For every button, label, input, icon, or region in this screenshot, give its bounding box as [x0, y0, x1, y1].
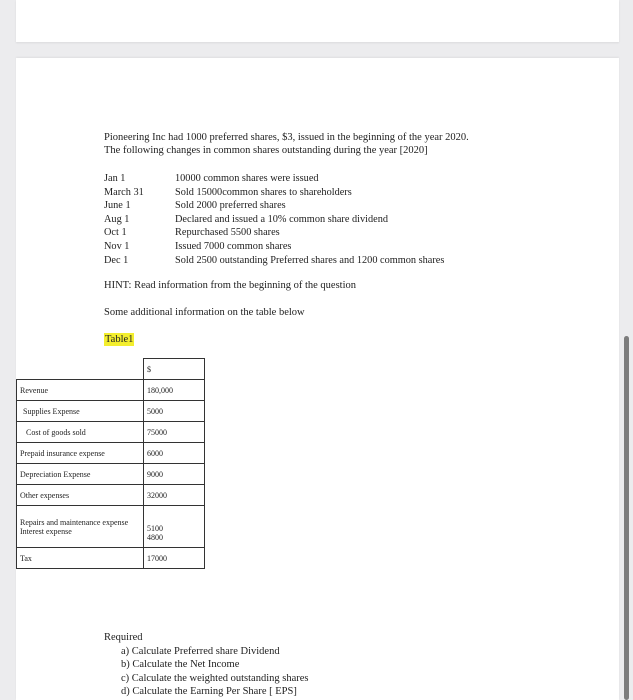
- event-row: [104, 254, 444, 268]
- event-description: Sold 2500 outstanding Preferred shares and 1200 common shares: [175, 254, 445, 266]
- event-row: [104, 199, 444, 213]
- row-label: Cost of goods sold: [17, 422, 144, 443]
- required-title: Required: [104, 632, 143, 643]
- row-label: Prepaid insurance expense: [17, 443, 144, 464]
- row-label: Repairs and maintenance expense: [20, 517, 129, 527]
- row-value: 75000: [144, 422, 205, 443]
- event-description: Sold 15000common shares to shareholders: [175, 186, 352, 198]
- currency-header: $: [144, 359, 205, 380]
- row-value-combined: [144, 506, 205, 548]
- required-section: [104, 631, 308, 699]
- question-intro: [104, 131, 469, 157]
- event-date: Oct 1: [104, 227, 127, 239]
- table-row: [17, 464, 205, 485]
- table-label: Table1: [105, 334, 134, 345]
- event-date: March 31: [104, 186, 144, 198]
- event-description: 10000 common shares were issued: [175, 173, 319, 184]
- table-header-blank: [17, 359, 144, 380]
- row-label: Supplies Expense: [17, 401, 144, 422]
- share-events-list: [104, 172, 444, 267]
- event-date: Aug 1: [104, 213, 130, 225]
- event-row: [104, 226, 444, 240]
- table-row: [17, 548, 205, 569]
- event-row: [104, 213, 444, 227]
- required-item: a) Calculate Preferred share Dividend: [121, 645, 280, 657]
- row-label: Tax: [17, 548, 144, 569]
- row-value: 17000: [144, 548, 205, 569]
- row-label: Interest expense: [20, 526, 72, 536]
- row-value: 9000: [144, 464, 205, 485]
- table-row: [17, 380, 205, 401]
- required-item: c) Calculate the weighted outstanding shares: [121, 672, 309, 684]
- previous-page: [16, 0, 619, 42]
- event-date: Nov 1: [104, 240, 130, 252]
- table-row: [17, 422, 205, 443]
- event-row: [104, 186, 444, 200]
- scrollbar[interactable]: [624, 336, 629, 700]
- event-row: [104, 172, 444, 186]
- table-row: [17, 443, 205, 464]
- event-description: Declared and issued a 10% common share dividend: [175, 213, 389, 225]
- required-list: [104, 645, 308, 699]
- hint-text: HINT: Read information from the beginning of the question: [104, 280, 357, 291]
- row-value: 6000: [144, 443, 205, 464]
- row-value: 5000: [144, 401, 205, 422]
- required-item: d) Calculate the Earning Per Share [ EPS]: [121, 686, 297, 697]
- event-date: Jan 1: [104, 173, 126, 184]
- row-label: Depreciation Expense: [17, 464, 144, 485]
- row-value: 5100: [147, 523, 163, 533]
- table-row-combined: [17, 506, 205, 548]
- event-date: Dec 1: [104, 254, 129, 266]
- row-value: 32000: [144, 485, 205, 506]
- event-description: Sold 2000 preferred shares: [175, 200, 286, 212]
- financial-table: [16, 358, 205, 569]
- intro-line-1: Pioneering Inc had 1000 preferred shares, $3, issued in the beginning of the year 2020.: [104, 132, 469, 143]
- additional-info-text: Some additional information on the table below: [104, 307, 305, 318]
- event-date: June 1: [104, 200, 131, 212]
- row-label: Revenue: [17, 380, 144, 401]
- intro-line-2: The following changes in common shares outstanding during the year [2020]: [104, 145, 428, 156]
- table-row: [17, 485, 205, 506]
- event-description: Issued 7000 common shares: [175, 240, 292, 252]
- event-description: Repurchased 5500 shares: [175, 227, 280, 239]
- row-label: Other expenses: [17, 485, 144, 506]
- row-value: 180,000: [144, 380, 205, 401]
- row-value: 4800: [147, 532, 163, 542]
- table-header-row: [17, 359, 205, 380]
- row-label-combined: [17, 506, 144, 548]
- required-item: b) Calculate the Net Income: [121, 659, 240, 670]
- event-row: [104, 240, 444, 254]
- table-row: [17, 401, 205, 422]
